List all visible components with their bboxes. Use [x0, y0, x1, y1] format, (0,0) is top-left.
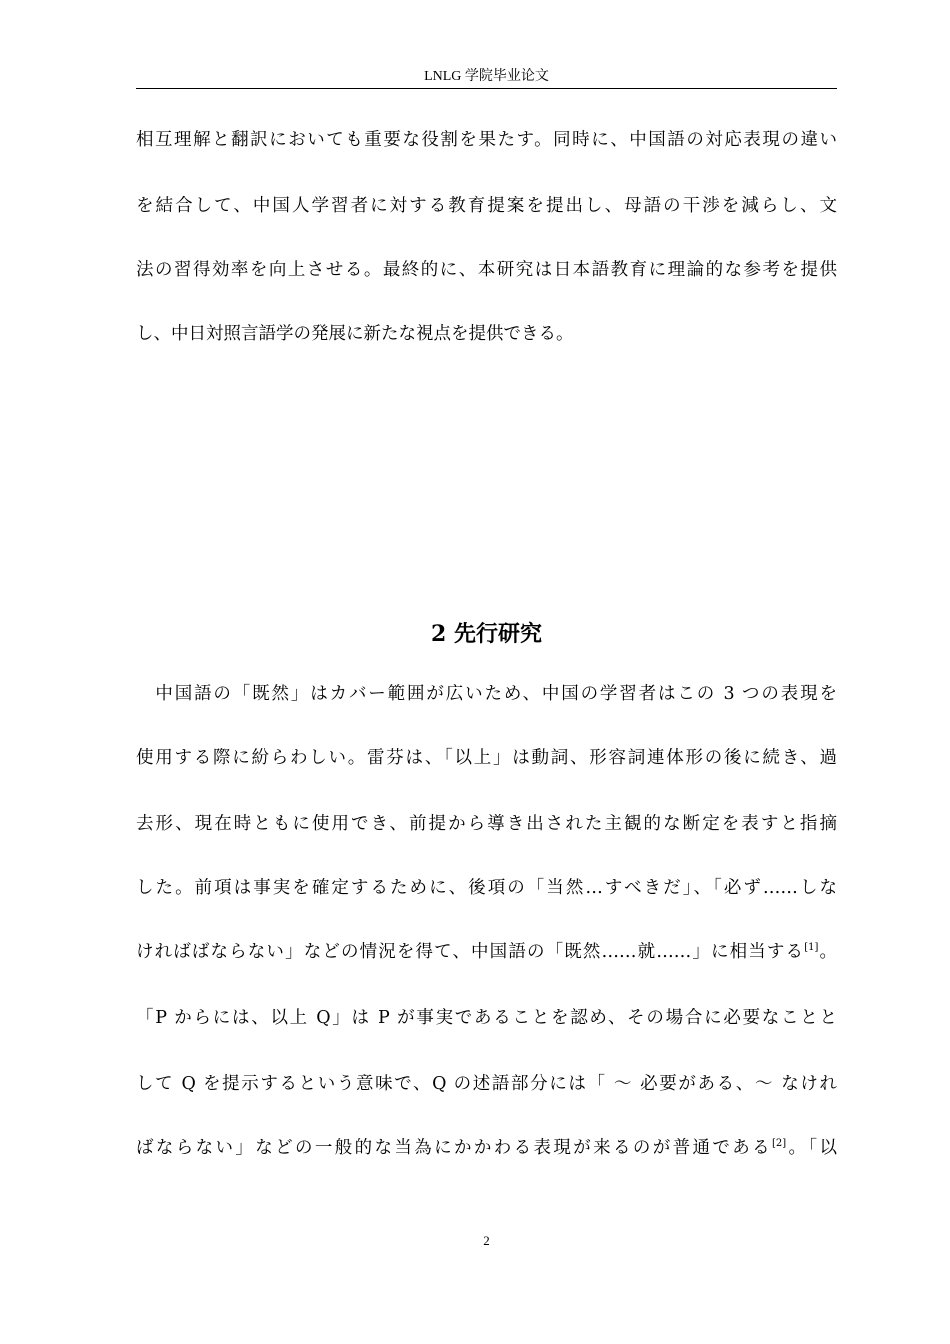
paragraph-line: [136, 1134, 837, 1162]
page-header: LNLG 学院毕业论文: [424, 69, 549, 84]
line-text: 。「以: [786, 1138, 838, 1158]
page-number: 2: [483, 1233, 490, 1248]
citation-marker: [2]: [771, 1138, 787, 1150]
line-text: ければばならない」などの情況を得て、中国語の「既然……就……」に相当する: [136, 942, 805, 962]
paragraph-line: し、中日対照言語学の発展に新たな視点を提供できる。: [136, 324, 574, 344]
section-title: 2 先行研究: [431, 621, 542, 647]
paragraph-line: [136, 938, 837, 966]
citation-marker: [1]: [804, 942, 819, 954]
paragraph-line: した。前項は事実を確定するために、後項の「当然…すべきだ」、「必ず……しな: [136, 878, 837, 898]
paragraph-line: 法の習得効率を向上させる。最終的に、本研究は日本語教育に理論的な参考を提供: [136, 260, 837, 280]
paragraph-line: 使用する際に紛らわしい。雷芬は、「以上」は動詞、形容詞連体形の後に続き、過: [136, 748, 837, 768]
paragraph-line: して Q を提示するという意味で、Q の述語部分には「 ～ 必要がある、～ なけれ: [136, 1074, 837, 1094]
paragraph-line: 去形、現在時ともに使用でき、前提から導き出された主観的な断定を表すと指摘: [136, 814, 837, 834]
line-text: ばならない」などの一般的な当為にかかわる表現が来るのが普通である: [136, 1138, 772, 1158]
paragraph-line: 「P からには、以上 Q」は P が事実であることを認め、その場合に必要なことと: [136, 1008, 837, 1028]
header-rule: [136, 88, 837, 89]
line-text: 。: [818, 942, 837, 962]
paragraph-line: 相互理解と翻訳においても重要な役割を果たす。同時に、中国語の対応表現の違い: [136, 130, 837, 150]
paragraph-line: を結合して、中国人学習者に対する教育提案を提出し、母語の干渉を減らし、文: [136, 196, 837, 216]
paragraph-line: 中国語の「既然」はカバー範囲が広いため、中国の学習者はこの 3 つの表現を: [136, 684, 837, 704]
